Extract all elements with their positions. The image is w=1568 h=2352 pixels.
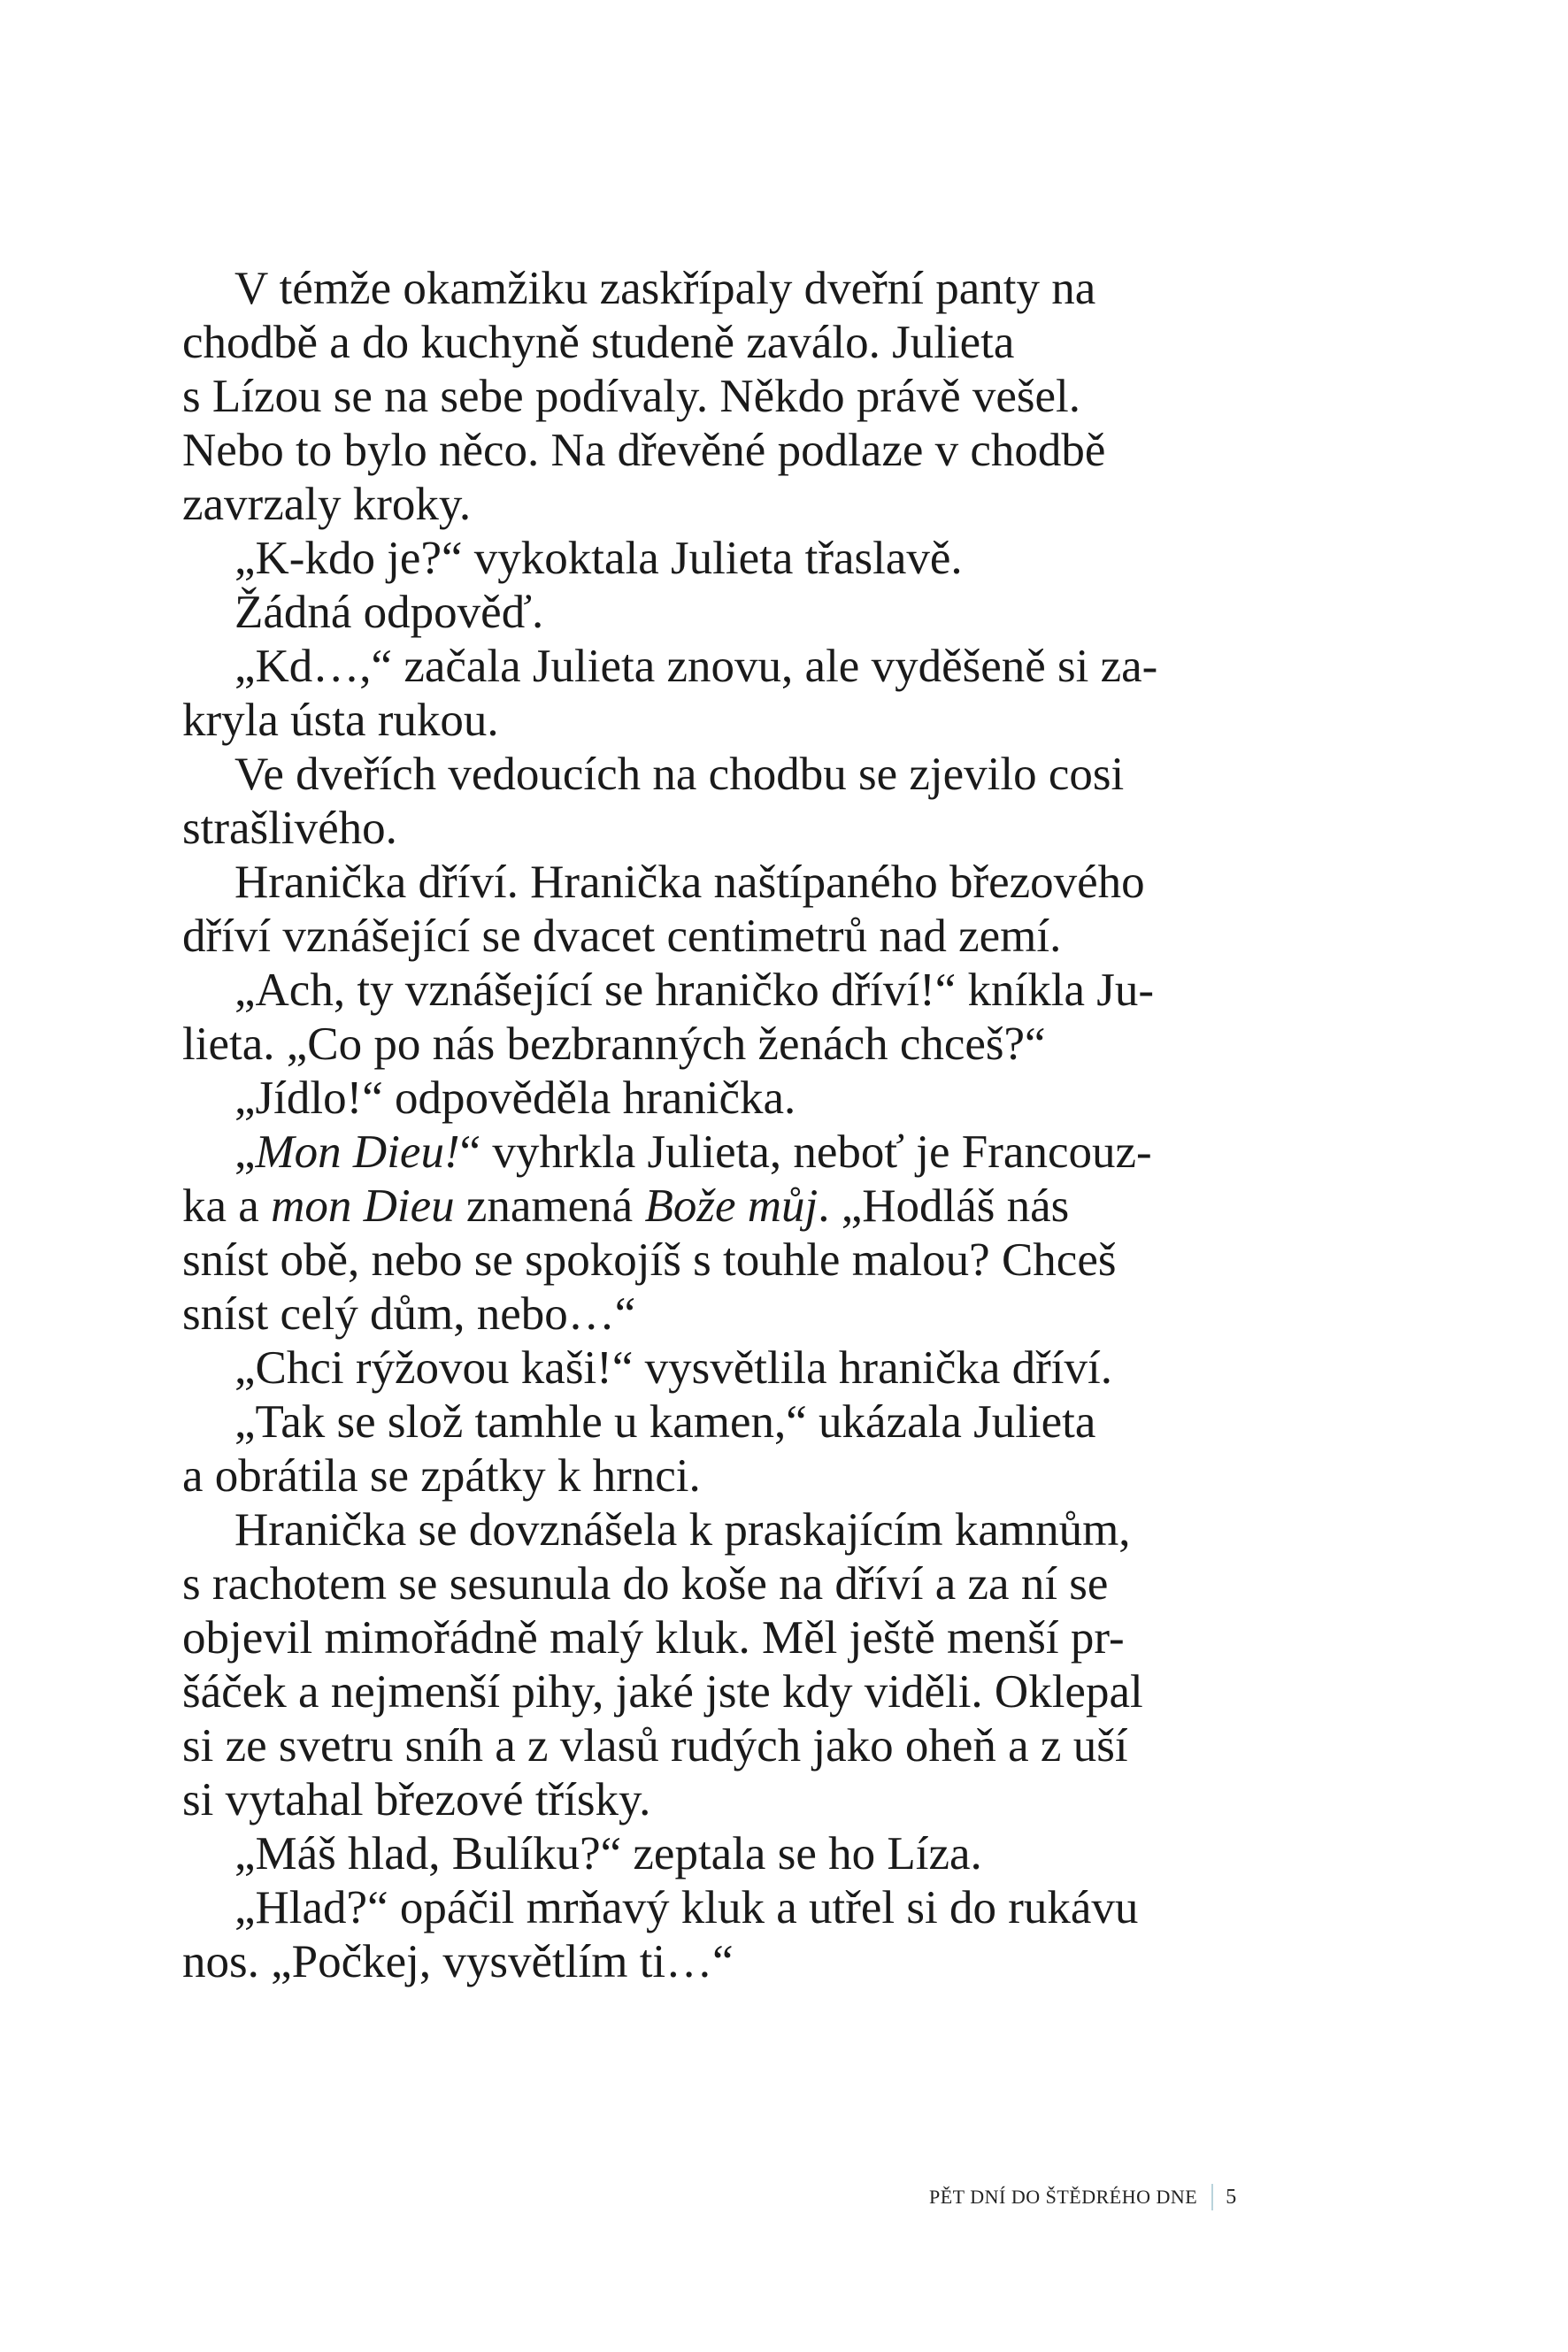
text-line <box>182 370 1244 424</box>
text-line <box>182 316 1244 370</box>
text-line <box>182 532 1244 586</box>
text-segment: lieta. „Co po nás bezbranných ženách chceš?“ <box>182 1018 1046 1070</box>
text-line <box>182 1611 1244 1665</box>
text-line <box>182 1341 1244 1395</box>
text-segment: strašlivého. <box>182 803 397 854</box>
text-segment: ka a <box>182 1180 272 1232</box>
italic-text: Bože můj <box>644 1180 819 1232</box>
text-line <box>182 1557 1244 1611</box>
text-segment: kryla ústa rukou. <box>182 695 499 746</box>
text-line <box>182 262 1244 316</box>
text-line <box>182 640 1244 694</box>
text-segment: Hranička dříví. Hranička naštípaného březového <box>234 857 1145 908</box>
text-segment: „Jídlo!“ odpověděla hranička. <box>234 1072 796 1124</box>
text-line <box>182 910 1244 964</box>
text-line <box>182 1503 1244 1557</box>
text-line <box>182 1665 1244 1719</box>
text-segment: „Chci rýžovou kaši!“ vysvětlila hranička dříví. <box>234 1342 1112 1394</box>
text-line <box>182 1449 1244 1503</box>
text-segment: “ vyhrkla Julieta, neboť je Francouz- <box>459 1126 1152 1178</box>
text-line <box>182 1395 1244 1449</box>
text-segment: Žádná odpověď. <box>234 587 544 638</box>
text-segment: a obrátila se zpátky k hrnci. <box>182 1450 701 1502</box>
text-segment: V témže okamžiku zaskřípaly dveřní panty na <box>234 263 1096 314</box>
text-line <box>182 802 1244 856</box>
text-segment: Hranička se dovznášela k praskajícím kamnům, <box>234 1504 1131 1556</box>
text-segment: „Ach, ty vznášející se hraničko dříví!“ kníkla Ju- <box>234 965 1155 1016</box>
text-line <box>182 424 1244 478</box>
text-segment: si ze svetru sníh a z vlasů rudých jako oheň a z uší <box>182 1720 1128 1772</box>
text-segment: nos. „Počkej, vysvětlím ti…“ <box>182 1936 734 1987</box>
footer-divider <box>1211 2184 1213 2210</box>
text-segment: dříví vznášející se dvacet centimetrů nad zemí. <box>182 911 1062 962</box>
text-line <box>182 1180 1244 1234</box>
text-segment: „Máš hlad, Bulíku?“ zeptala se ho Líza. <box>234 1828 982 1879</box>
italic-text: Mon Dieu! <box>255 1126 460 1178</box>
text-segment: sníst obě, nebo se spokojíš s touhle malou? Chceš <box>182 1234 1117 1286</box>
text-line <box>182 1072 1244 1126</box>
text-segment: „Tak se slož tamhle u kamen,“ ukázala Julieta <box>234 1396 1096 1448</box>
text-segment: Nebo to bylo něco. Na dřevěné podlaze v chodbě <box>182 425 1106 476</box>
text-segment: si vytahal březové třísky. <box>182 1774 651 1825</box>
running-title: PĚT DNÍ DO ŠTĚDRÉHO DNE <box>929 2186 1198 2208</box>
text-segment: chodbě a do kuchyně studeně zaválo. Julieta <box>182 317 1015 368</box>
text-line <box>182 964 1244 1018</box>
text-line <box>182 748 1244 802</box>
text-line <box>182 694 1244 748</box>
text-line <box>182 1126 1244 1180</box>
text-segment: „K-kdo je?“ vykoktala Julieta třaslavě. <box>234 533 963 584</box>
text-segment: zavrzaly kroky. <box>182 479 472 530</box>
text-segment: objevil mimořádně malý kluk. Měl ještě menší pr- <box>182 1612 1125 1664</box>
text-segment: „ <box>234 1126 256 1178</box>
page-number: 5 <box>1226 2185 1237 2209</box>
text-line <box>182 1881 1244 1935</box>
text-line <box>182 856 1244 910</box>
text-segment: . „Hodláš nás <box>818 1180 1070 1232</box>
text-line <box>182 1935 1244 1989</box>
italic-text: mon Dieu <box>271 1180 455 1232</box>
text-segment: „Kd…,“ začala Julieta znovu, ale vyděšeně si za- <box>234 641 1158 692</box>
text-segment: s rachotem se sesunula do koše na dříví a za ní se <box>182 1558 1109 1610</box>
text-line <box>182 1773 1244 1827</box>
body-text <box>182 262 1244 1989</box>
text-segment: s Lízou se na sebe podívaly. Někdo právě vešel. <box>182 371 1081 422</box>
text-line <box>182 1287 1244 1341</box>
text-segment: „Hlad?“ opáčil mrňavý kluk a utřel si do rukávu <box>234 1882 1139 1933</box>
text-line <box>182 1827 1244 1881</box>
text-segment: Ve dveřích vedoucích na chodbu se zjevilo cosi <box>234 749 1125 800</box>
text-line <box>182 478 1244 532</box>
text-line <box>182 1018 1244 1072</box>
text-segment: šáček a nejmenší pihy, jaké jste kdy viděli. Oklepal <box>182 1666 1143 1718</box>
text-line <box>182 1234 1244 1287</box>
text-line <box>182 1719 1244 1773</box>
text-line <box>182 586 1244 640</box>
text-segment: znamená <box>454 1180 645 1232</box>
text-segment: sníst celý dům, nebo…“ <box>182 1288 636 1340</box>
page-footer <box>929 2182 1236 2212</box>
